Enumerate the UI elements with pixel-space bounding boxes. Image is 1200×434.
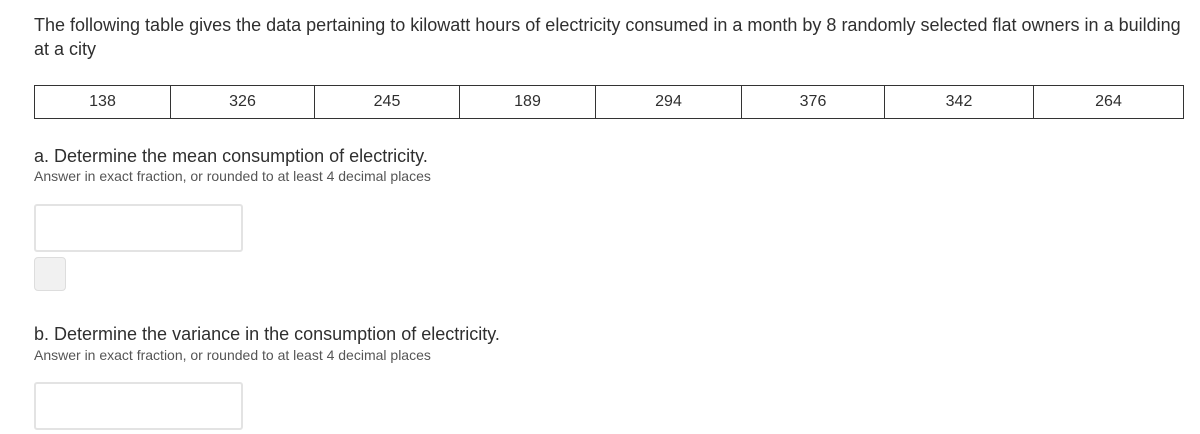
table-cell: 138	[35, 86, 171, 119]
answer-a-input[interactable]	[34, 204, 243, 252]
table-row	[35, 86, 1184, 119]
table-cell: 326	[171, 86, 315, 119]
table-cell: 264	[1034, 86, 1184, 119]
data-table	[34, 85, 1184, 119]
answer-b-input[interactable]	[34, 382, 243, 430]
question-b-text: b. Determine the variance in the consumption of electricity.	[34, 324, 500, 344]
question-a-hint: Answer in exact fraction, or rounded to at least 4 decimal places	[34, 168, 431, 184]
table-cell: 245	[315, 86, 460, 119]
question-a-text: a. Determine the mean consumption of electricity.	[34, 146, 428, 166]
table-cell: 342	[885, 86, 1034, 119]
table-cell: 376	[742, 86, 885, 119]
table-cell: 189	[460, 86, 596, 119]
table-cell: 294	[596, 86, 742, 119]
preview-button[interactable]	[34, 257, 66, 291]
problem-statement: The following table gives the data pertaining to kilowatt hours of electricity consumed in a month by 8 randomly selected flat owners in a building at a city	[34, 15, 1181, 59]
question-b-hint: Answer in exact fraction, or rounded to at least 4 decimal places	[34, 347, 431, 363]
